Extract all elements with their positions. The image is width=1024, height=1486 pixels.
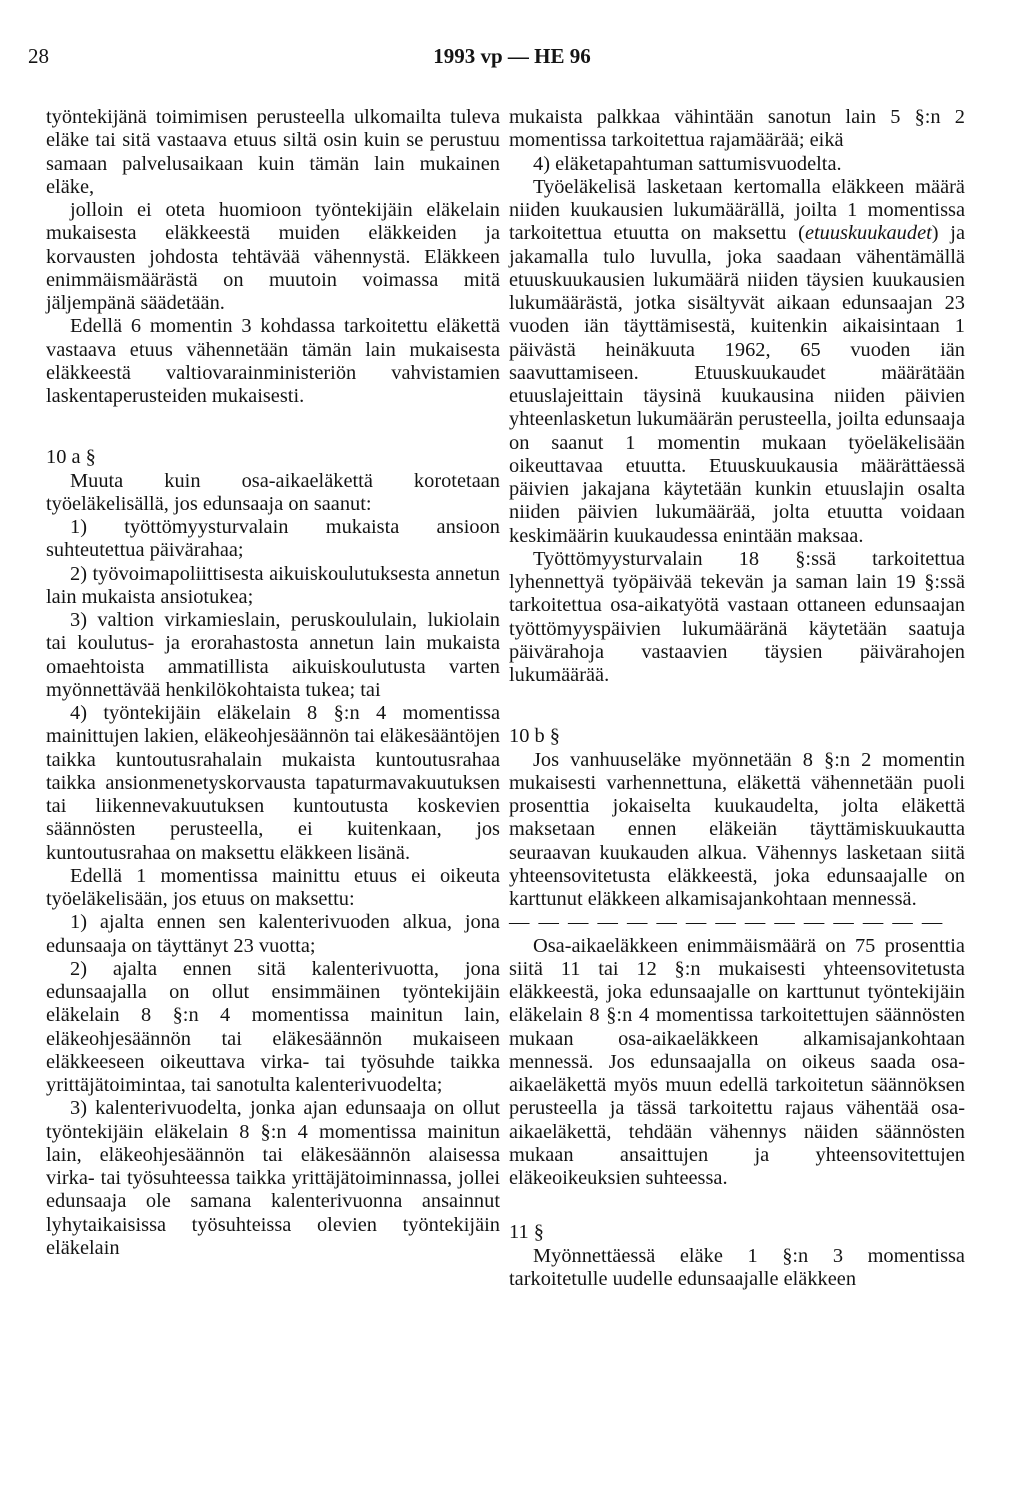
paragraph: Työttömyysturvalain 18 §:ssä tarkoitettua lyhennettyä työpäivää tekevän ja saman lain 19 §:ssä tarkoitettua osa-aikatyötä vastaan ottaneen edunsaajan työttömyyspäivien lukumääränä käytetään saatuja päivärahoja vastaavien täysien päivärahojen lukumäärää. — [509, 547, 965, 686]
paragraph — [509, 176, 965, 548]
document-id: 1993 vp — HE 96 — [433, 44, 591, 68]
emphasis-term: etuuskuukaudet — [804, 222, 932, 245]
list-item: 2) työvoimapoliittisesta aikuiskoulutuksesta annetun lain mukaista ansiotukea; — [46, 562, 500, 608]
paragraph: jolloin ei oteta huomioon työntekijäin eläkelain mukaisesta eläkkeestä muiden eläkkeiden ja korvausten johdosta tehtävää vähennystä. Eläkkeen enimmäismäärästä on muutoin voimassa mitä jäljempänä säädetään. — [46, 199, 500, 314]
paragraph: työntekijänä toimimisen perusteella ulkomailta tuleva eläke tai sitä vastaava etuus siltä osin kuin se perustuu samaan palvelusaikaan kuin tämän lain mukainen eläke, — [46, 106, 500, 198]
list-item: 1) ajalta ennen sen kalenterivuoden alkua, jona edunsaaja on täyttänyt 23 vuotta; — [46, 911, 500, 957]
paragraph-text: Työeläkelisä lasketaan kertomalla eläkkeen määrä niiden kuukausien lukumäärällä, joilta 1 momentissa tarkoitettua etuutta on maksettu ( — [509, 175, 965, 245]
list-item: 3) valtion virkamieslain, peruskoululain, lukiolain tai koulutus- ja erorahastosta annetun lain mukaista omaehtoista ammatillista aikuiskoulutusta varten myönnettävää henkilökohtaista tukea; tai — [46, 609, 500, 701]
list-item: 4) eläketapahtuman sattumisvuodelta. — [533, 152, 842, 175]
page-number: 28 — [28, 44, 49, 68]
paragraph: Osa-aikaeläkkeen enimmäismäärä on 75 prosenttia siitä 11 tai 12 §:n mukaisesti yhteensovitetusta eläkkeestä, joka edunsaajalle on karttunut työntekijäin eläkelain 8 §:n 4 momentissa tarkoitettujen säännösten mukaan osa-aikaeläkkeen alkamisajankohtaan mennessä. Jos edunsaajalla on oikeus saada osa-aikaeläkettä myös muun edellä tarkoitetun säännöksen perusteella ja tässä tarkoitettu rajaus vähentää osa-aikaeläkettä, tehdään vähennys näiden säännösten mukaan ansaittujen ja yhteensovitettujen eläkeoikeuksien suhteessa. — [509, 934, 965, 1189]
right-column — [509, 106, 965, 1291]
list-item: 1) työttömyysturvalain mukaista ansioon suhteutettua päivärahaa; — [46, 516, 500, 562]
paragraph-text: ) ja jakamalla tulo luvulla, joka saadaan vähentämällä etuuskuukausien lukumäärä niiden täysien kuukausien lukumäärästä, jotka sisältyvät aikaan edunsaajan 23 vuoden iän täyttämisestä, kuitenkin aikaisintaan 1 päivästä heinäkuuta 1962, 65 vuoden iän saavuttamiseen. Etuuskuukaudet määrätään etuuslajeittain täysinä kuukausina niiden päivien yhteenlasketun lukumäärän perusteella, joilta edunsaaja on saanut 1 momentin mukaan työeläkelisään oikeuttavaa etuutta. Etuuskuukausia määrättäessä päivien jakajana käytetään kunkin etuuslajin osalta niiden päivien lukumäärää, jolta etuutta voidaan keskimäärin kuukaudessa enintään maksaa. — [509, 222, 966, 547]
paragraph: mukaista palkkaa vähintään sanotun lain 5 §:n 2 momentissa tarkoitettua rajamäärää; eikä — [509, 106, 965, 152]
paragraph: Muuta kuin osa-aikaeläkettä korotetaan työeläkelisällä, jos edunsaaja on saanut: — [46, 469, 500, 515]
section-title-11: 11 § — [509, 1221, 544, 1244]
list-item: 3) kalenterivuodelta, jonka ajan edunsaaja on ollut työntekijäin eläkelain 8 §:n 4 momentissa mainitun lain, eläkeohjesäännön tai eläkesäännön alaisessa virka- tai työsuhteessa taikka yrittäjätoiminnassa, jollei edunsaaja ole samana kalenterivuonna ansainnut lyhytaikaisissa työsuhteissa olevien työntekijäin eläkelain — [46, 1097, 500, 1259]
paragraph: Edellä 1 momentissa mainittu etuus ei oikeuta työeläkelisään, jos etuus on maksettu: — [46, 864, 500, 910]
list-item: 4) työntekijäin eläkelain 8 §:n 4 momentissa mainittujen lakien, eläkeohjesäännön tai eläkesääntöjen taikka kuntoutusrahalain mukaista kuntoutusrahaa taikka ansionmenetyskorvausta tapaturmavakuutuksen tai liikennevakuutuksen kuntoutusta koskevien säännösten perusteella, ei kuitenkaan, jos kuntoutusrahaa on maksettu eläkkeen lisänä. — [46, 702, 500, 864]
left-column — [46, 106, 500, 1260]
paragraph: Myönnettäessä eläke 1 §:n 3 momentissa tarkoitetulle uudelle edunsaajalle eläkkeen — [509, 1244, 965, 1290]
paragraph: Edellä 6 momentin 3 kohdassa tarkoitettu eläkettä vastaava etuus vähennetään tämän lain mukaisesta eläkkeestä valtiovarainministeriön vahvistamien laskentaperusteiden mukaisesti. — [46, 315, 500, 407]
section-title-10a: 10 a § — [46, 446, 96, 469]
omission-dash-rule: — — — — — — — — — — — — — — — — [509, 911, 945, 934]
list-item: 2) ajalta ennen sitä kalenterivuotta, jona edunsaajalla on ollut ensimmäinen työntekijäin eläkelain 8 §:n 4 momentissa mainitun lain, eläkeohjesäännön tai eläkesäännön mukaiseen eläkkeeseen oikeuttava virka- tai työsuhde taikka yrittäjätoimintaa, tai sanotulta kalenterivuodelta; — [46, 957, 500, 1096]
paragraph: Jos vanhuuseläke myönnetään 8 §:n 2 momentin mukaisesti varhennettuna, eläkettä vähennetään puoli prosenttia jokaiselta kuukaudelta, jolta eläkettä maksetaan ennen eläkeiän täyttämiskuukautta seuraavan kuukauden alkua. Vähennys lasketaan siitä yhteensovitetusta eläkkeestä, joka edunsaajalle on karttunut eläkkeen alkamisajankohtaan mennessä. — [509, 748, 965, 910]
section-title-10b: 10 b § — [509, 725, 560, 748]
page-header — [0, 44, 1024, 76]
